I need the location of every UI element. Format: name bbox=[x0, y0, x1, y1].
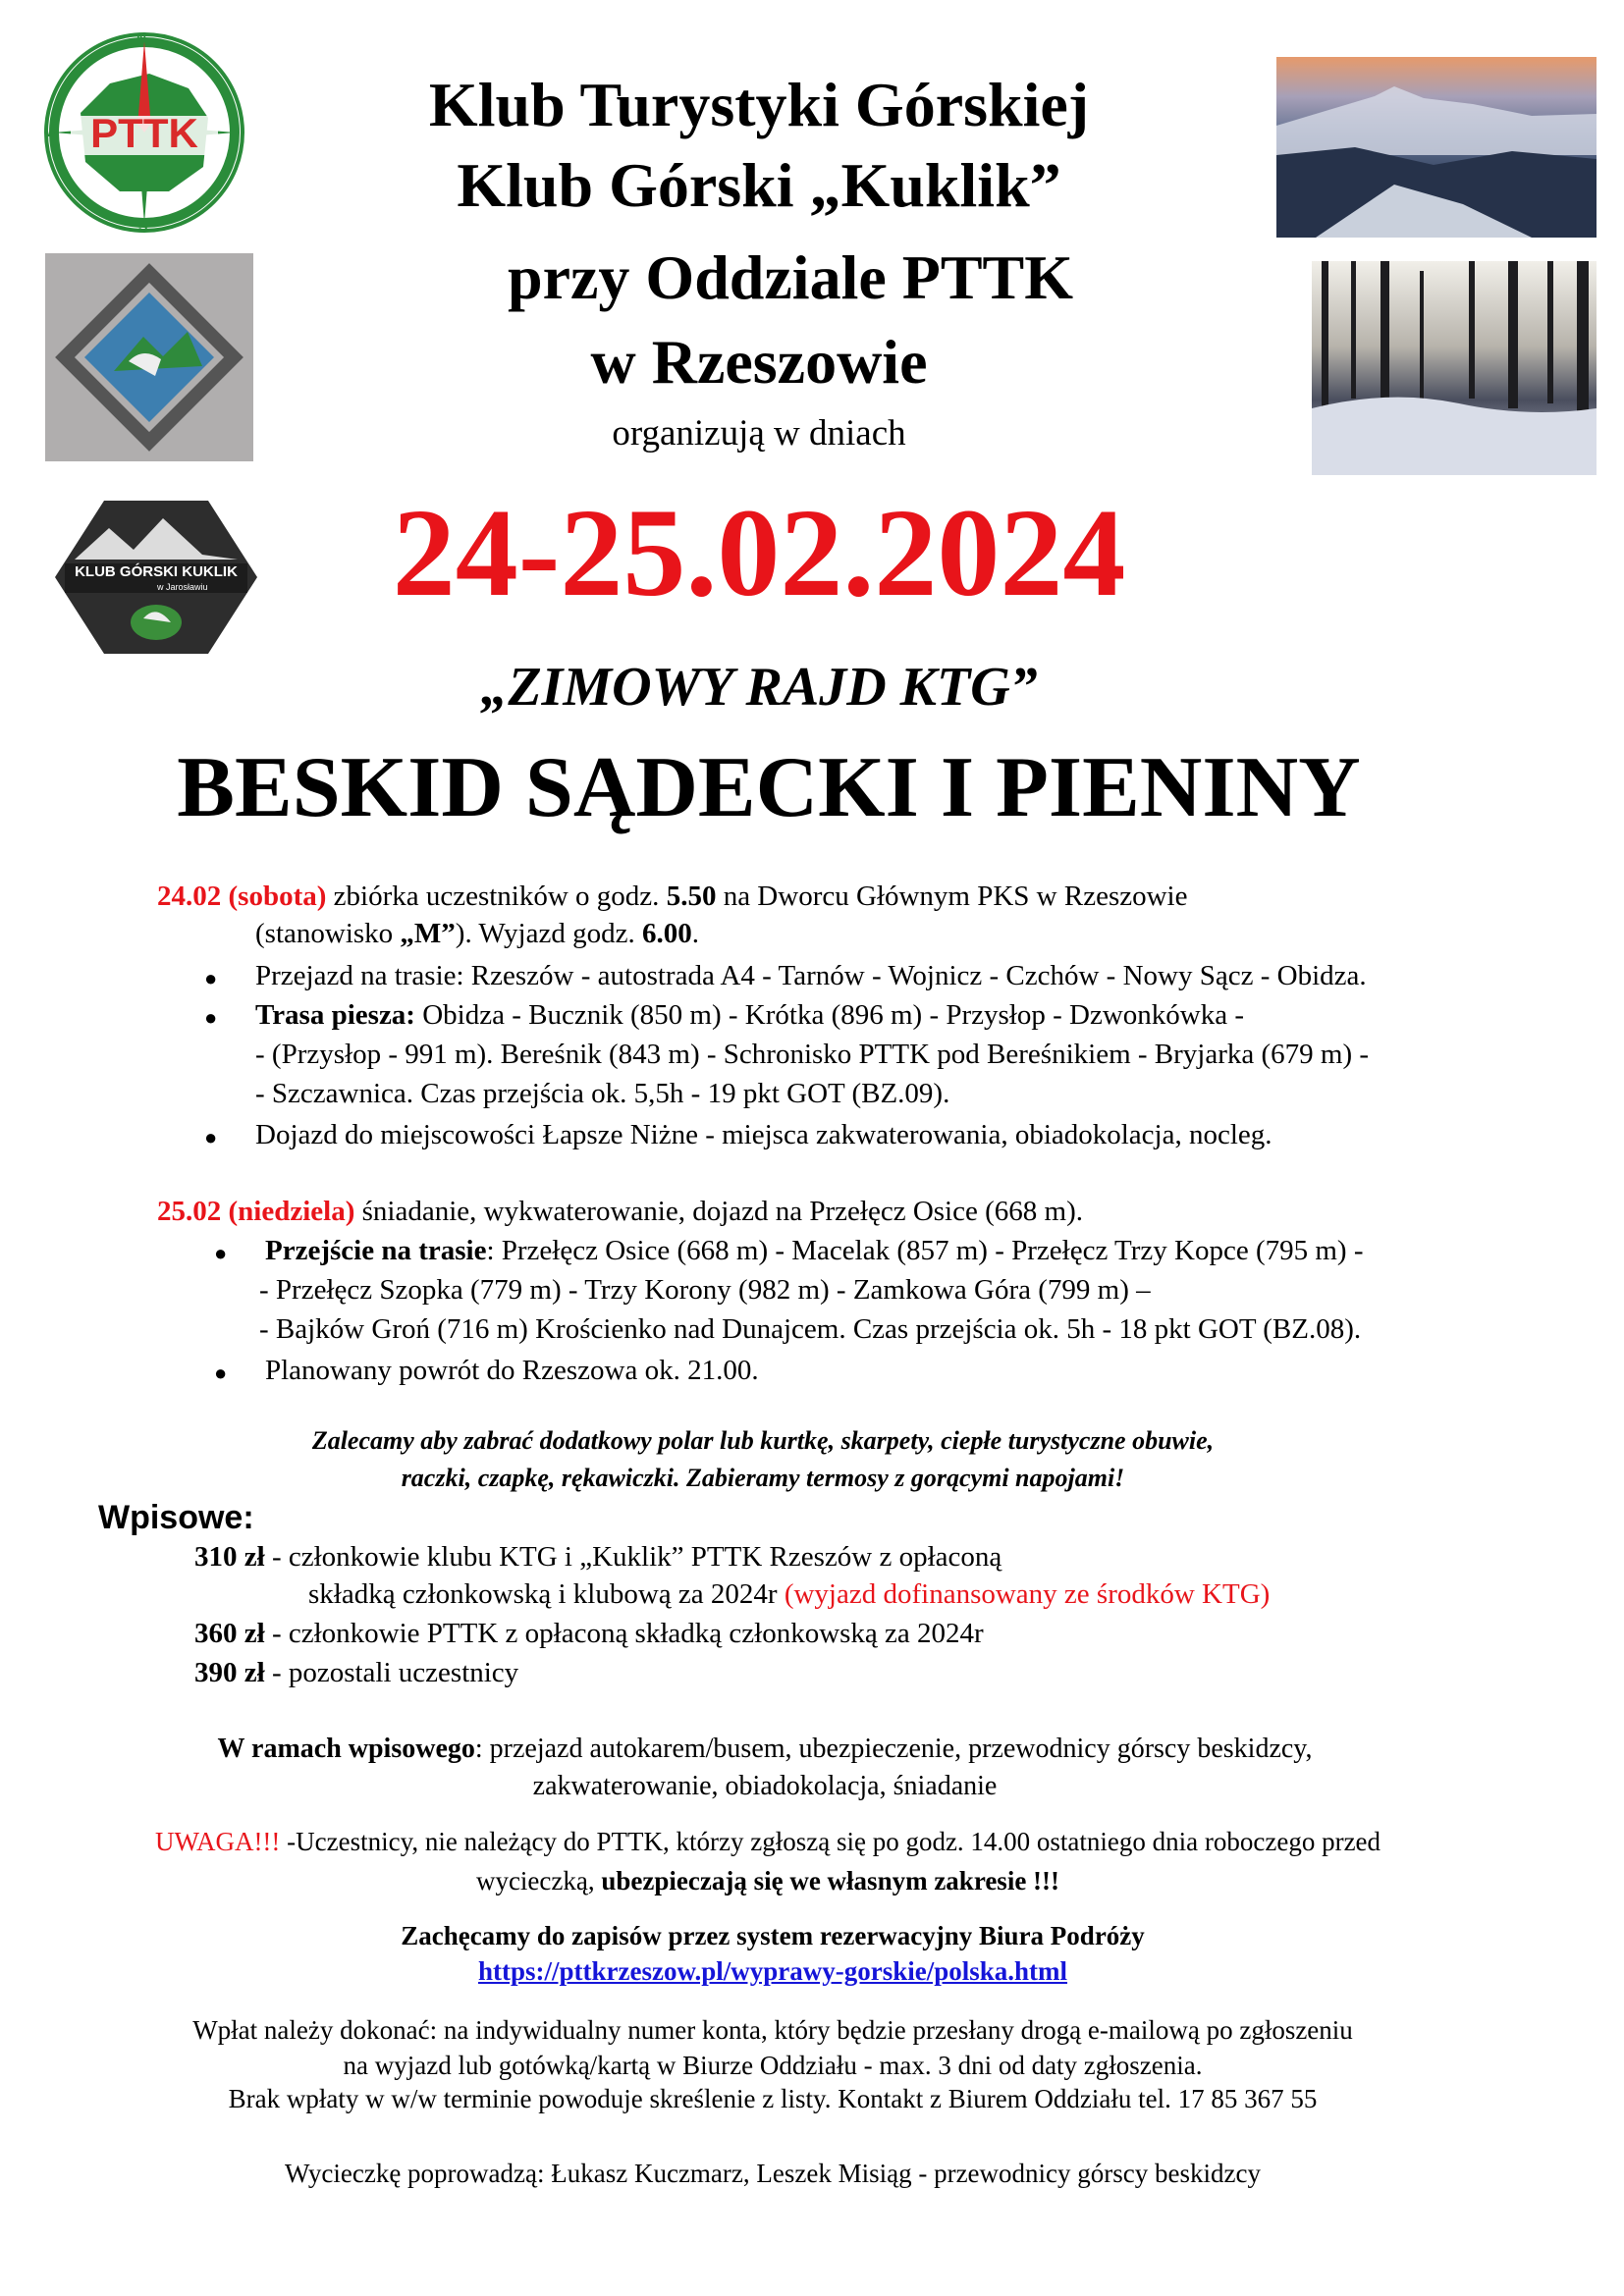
payment-line-1: Wpłat należy dokonać: na indywidualny numer konta, który będzie przesłany drogą e-mailową po zgłoszeniu bbox=[192, 2015, 1353, 2045]
event-name: „ZIMOWY RAJD KTG” bbox=[480, 657, 1038, 718]
bullet-icon: ● bbox=[214, 1361, 228, 1385]
fee-amount: 390 zł bbox=[194, 1657, 265, 1688]
org-line-4: w Rzeszowie bbox=[590, 327, 928, 397]
day2-intro: 25.02 (niedziela) śniadanie, wykwaterowanie, dojazd na Przełęcz Osice (668 m). bbox=[157, 1196, 1083, 1227]
fee-members-ktg: 310 zł - członkowie klubu KTG i „Kuklik” PTTK Rzeszów z opłaconą bbox=[194, 1541, 1002, 1573]
pttk-logo-text: PTTK bbox=[90, 110, 198, 156]
day1-transport: Przejazd na trasie: Rzeszów - autostrada A4 - Tarnów - Wojnicz - Czchów - Nowy Sącz - Obidza. bbox=[255, 960, 1367, 991]
fee-members-pttk: 360 zł - członkowie PTTK z opłaconą składką członkowską za 2024r bbox=[194, 1618, 984, 1649]
day1-route-label: Trasa piesza: bbox=[255, 999, 415, 1031]
org-line-3: przy Oddziale PTTK bbox=[508, 242, 1073, 312]
payment-line-3: Brak wpłaty w w/w terminie powoduje skreślenie z listy. Kontakt z Biurem Oddziału tel. 17 85 367 55 bbox=[228, 2084, 1318, 2113]
advice-line-1: Zalecamy aby zabrać dodatkowy polar lub kurtkę, skarpety, ciepłe turystyczne obuwie, bbox=[311, 1426, 1215, 1455]
kuklik-logo-name: KLUB GÓRSKI KUKLIK bbox=[75, 563, 238, 580]
booking-line: Zachęcamy do zapisów przez system rezerwacyjny Biura Podróży bbox=[401, 1921, 1145, 1950]
day2-label: 25.02 (niedziela) bbox=[157, 1196, 355, 1227]
compass-e: E bbox=[230, 124, 240, 139]
advice-line-2: raczki, czapkę, rękawiczki. Zabieramy termosy z gorącymi napojami! bbox=[401, 1464, 1125, 1492]
payment-line-2: na wyjazd lub gotówką/kartą w Biurze Oddziału - max. 3 dni od daty zgłoszenia. bbox=[343, 2051, 1203, 2080]
day2-route-line-3: - Bajków Groń (716 m) Krościenko nad Dunajcem. Czas przejścia ok. 5h - 18 pkt GOT (BZ.08). bbox=[259, 1313, 1362, 1345]
fee-others: 390 zł - pozostali uczestnicy bbox=[194, 1657, 519, 1688]
compass-n: N bbox=[136, 29, 147, 45]
day2-route-label: Przejście na trasie bbox=[265, 1235, 487, 1266]
kuklik-logo-sub: w Jarosławiu bbox=[157, 582, 208, 592]
included-line-2: zakwaterowanie, obiadokolacja, śniadanie bbox=[532, 1771, 998, 1801]
guides-line: Wycieczkę poprowadzą: Łukasz Kuczmarz, Leszek Misiąg - przewodnicy górscy beskidzcy bbox=[285, 2159, 1261, 2188]
day1-intro: 24.02 (sobota) zbiórka uczestników o godz. 5.50 na Dworcu Głównym PKS w Rzeszowie bbox=[157, 881, 1188, 912]
org-line-1: Klub Turystyki Górskiej bbox=[428, 70, 1090, 139]
day2-route-line-1: Przejście na trasie: Przełęcz Osice (668 m) - Macelak (857 m) - Przełęcz Trzy Kopce (795 m) - bbox=[265, 1235, 1364, 1266]
day1-route-line-2: - (Przysłop - 991 m). Bereśnik (843 m) - Schronisko PTTK pod Bereśnikiem - Bryjarka (679 m) - bbox=[255, 1039, 1370, 1070]
bullet-icon: ● bbox=[204, 1125, 218, 1149]
fees-title: Wpisowe: bbox=[98, 1499, 254, 1536]
bullet-icon: ● bbox=[204, 966, 218, 990]
org-line-2: Klub Górski „Kuklik” bbox=[457, 150, 1061, 220]
booking-link[interactable]: https://pttkrzeszow.pl/wyprawy-gorskie/polska.html bbox=[477, 1956, 1068, 1986]
fee-amount: 360 zł bbox=[194, 1618, 265, 1649]
included-line-1: W ramach wpisowego: przejazd autokarem/busem, ubezpieczenie, przewodnicy górscy beskidzcy, bbox=[217, 1734, 1313, 1764]
bullet-icon: ● bbox=[214, 1241, 228, 1265]
bullet-icon: ● bbox=[204, 1005, 218, 1030]
included-label: W ramach wpisowego bbox=[217, 1734, 475, 1764]
warning-line-1: UWAGA!!! -Uczestnicy, nie należący do PTTK, którzy zgłoszą się po godz. 14.00 ostatniego dnia roboczego przed bbox=[154, 1827, 1381, 1856]
warning-line-2: wycieczką, ubezpieczają się we własnym zakresie !!! bbox=[475, 1866, 1060, 1896]
fee-amount: 310 zł bbox=[194, 1541, 265, 1573]
day1-route-line-3: - Szczawnica. Czas przejścia ok. 5,5h - 19 pkt GOT (BZ.09). bbox=[255, 1078, 950, 1109]
event-title: BESKID SĄDECKI I PIENINY bbox=[177, 740, 1361, 835]
day1-label: 24.02 (sobota) bbox=[157, 881, 327, 912]
day2-return: Planowany powrót do Rzeszowa ok. 21.00. bbox=[265, 1355, 759, 1386]
day1-intro-2: (stanowisko „M”). Wyjazd godz. 6.00. bbox=[255, 918, 699, 949]
compass-s: S bbox=[138, 218, 148, 234]
warning-label: UWAGA!!! bbox=[154, 1827, 281, 1856]
fee-members-ktg-2: składką członkowską i klubową za 2024r (wyjazd dofinansowany ze środków KTG) bbox=[308, 1578, 1271, 1610]
compass-w: W bbox=[45, 124, 59, 139]
org-line-5: organizują w dniach bbox=[612, 413, 906, 454]
day1-accommodation: Dojazd do miejscowości Łapsze Niżne - miejsca zakwaterowania, obiadokolacja, nocleg. bbox=[255, 1119, 1272, 1150]
day2-route-line-2: - Przełęcz Szopka (779 m) - Trzy Korony (982 m) - Zamkowa Góra (799 m) – bbox=[259, 1274, 1151, 1306]
event-date: 24-25.02.2024 bbox=[392, 483, 1126, 622]
subsidy-note: (wyjazd dofinansowany ze środków KTG) bbox=[784, 1578, 1271, 1610]
day1-route-line-1: Trasa piesza: Obidza - Bucznik (850 m) - Krótka (896 m) - Przysłop - Dzwonkówka - bbox=[255, 999, 1245, 1031]
